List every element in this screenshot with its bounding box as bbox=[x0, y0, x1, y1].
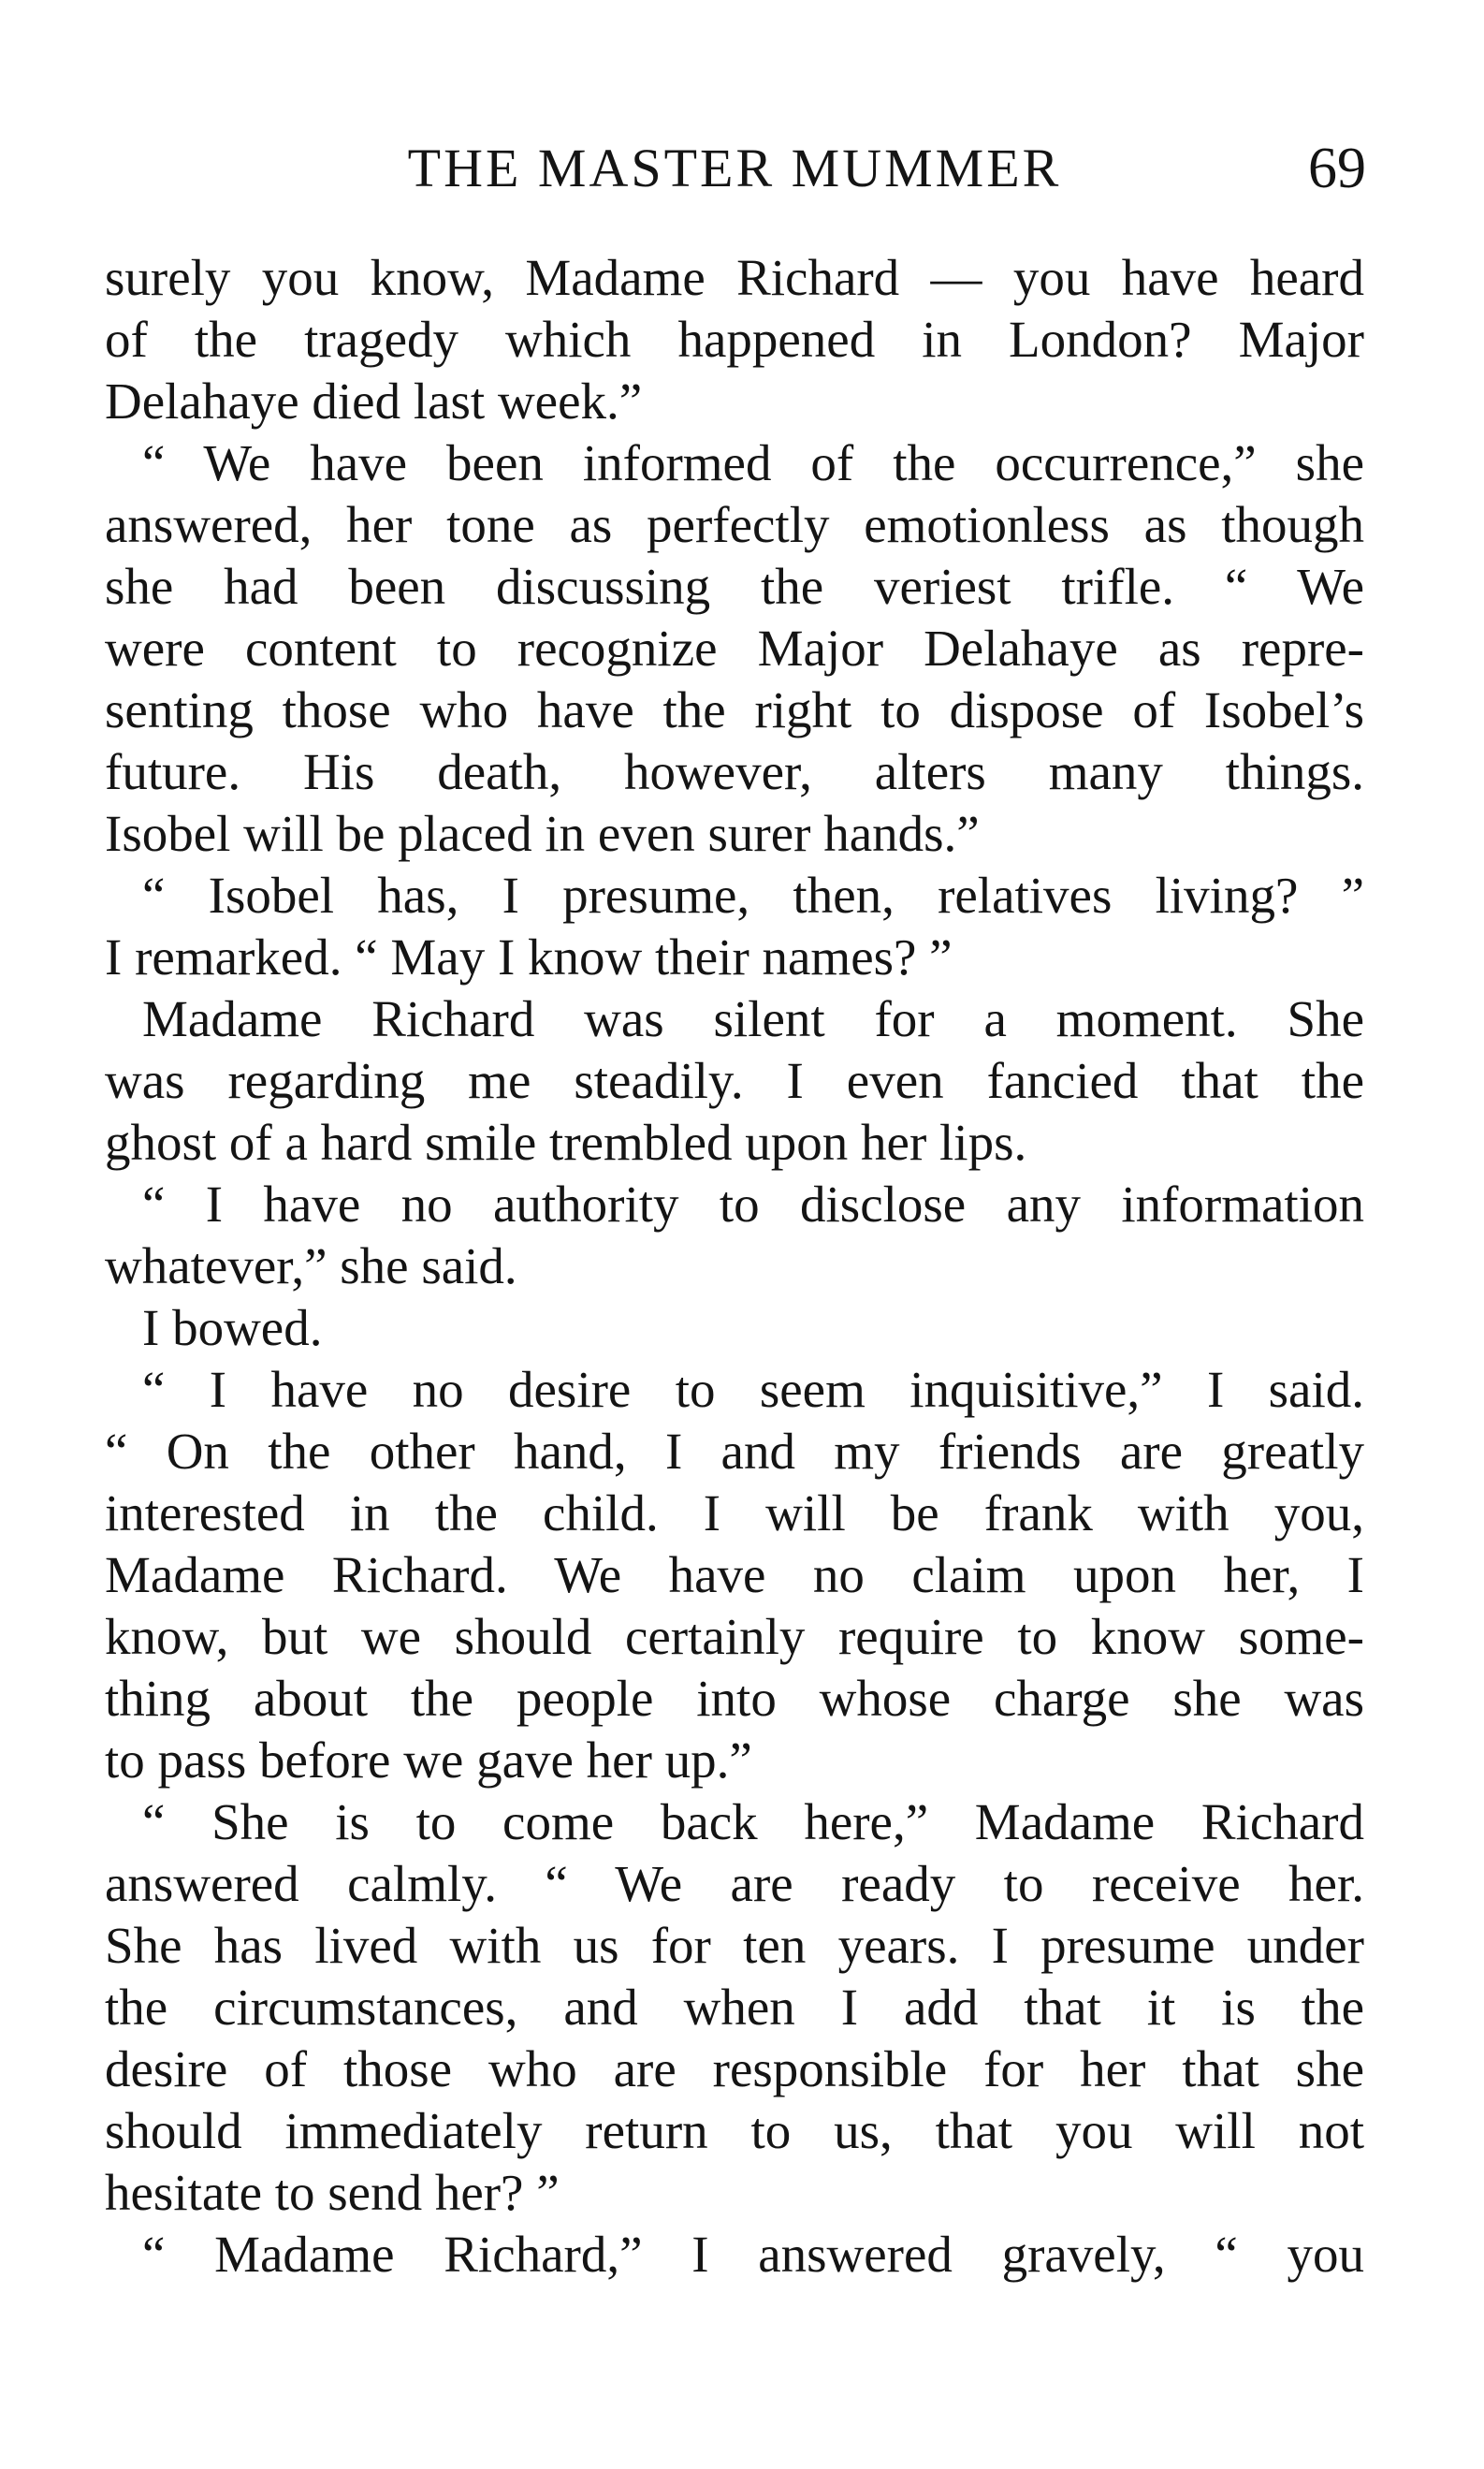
text-line: I bowed. bbox=[142, 1299, 323, 1356]
text-line: hesitate to send her? ” bbox=[105, 2164, 560, 2221]
text-line: “ Isobel has, I presume, then, relatives living? ” bbox=[142, 867, 1364, 924]
page-number: 69 bbox=[1308, 137, 1366, 200]
text-line: thing about the people into whose charge she was bbox=[105, 1670, 1364, 1727]
text-line: surely you know, Madame Richard — you have heard bbox=[105, 249, 1364, 306]
text-line: “ On the other hand, I and my friends are greatly bbox=[105, 1423, 1364, 1480]
text-line: I remarked. “ May I know their names? ” bbox=[105, 928, 953, 986]
text-line: She has lived with us for ten years. I presume under bbox=[105, 1917, 1364, 1974]
text-line: the circumstances, and when I add that it is the bbox=[105, 1979, 1364, 2036]
text-line: “ She is to come back here,” Madame Richard bbox=[142, 1793, 1364, 1850]
text-line: ghost of a hard smile trembled upon her lips. bbox=[105, 1114, 1027, 1171]
text-line: Isobel will be placed in even surer hands.” bbox=[105, 805, 980, 862]
text-line: senting those who have the right to dispose of Isobel’s bbox=[105, 681, 1364, 738]
text-line: “ I have no desire to seem inquisitive,” I said. bbox=[142, 1361, 1364, 1418]
text-line: Madame Richard. We have no claim upon her, I bbox=[105, 1546, 1364, 1603]
text-line: Madame Richard was silent for a moment. She bbox=[142, 990, 1364, 1047]
text-line: answered, her tone as perfectly emotionless as though bbox=[105, 496, 1364, 553]
text-line: to pass before we gave her up.” bbox=[105, 1731, 752, 1789]
text-line: was regarding me steadily. I even fancied that the bbox=[105, 1052, 1364, 1109]
text-line: desire of those who are responsible for her that she bbox=[105, 2040, 1364, 2097]
text-line: know, but we should certainly require to know some- bbox=[105, 1608, 1364, 1665]
text-line: answered calmly. “ We are ready to receive her. bbox=[105, 1855, 1364, 1912]
body-text bbox=[105, 247, 1364, 2286]
text-line: Delahaye died last week.” bbox=[105, 373, 643, 430]
running-title: THE MASTER MUMMER bbox=[407, 138, 1062, 198]
text-line: “ Madame Richard,” I answered gravely, “ you bbox=[142, 2226, 1364, 2283]
text-line: interested in the child. I will be frank with you, bbox=[105, 1484, 1364, 1541]
text-line: she had been discussing the veriest trifle. “ We bbox=[105, 558, 1364, 615]
text-line: “ I have no authority to disclose any information bbox=[142, 1176, 1364, 1233]
text-line: were content to recognize Major Delahaye as repre- bbox=[105, 620, 1364, 677]
text-line: whatever,” she said. bbox=[105, 1237, 517, 1294]
text-line: of the tragedy which happened in London? Major bbox=[105, 311, 1364, 368]
text-line: “ We have been informed of the occurrence,” she bbox=[142, 434, 1364, 491]
text-line: future. His death, however, alters many things. bbox=[105, 743, 1364, 800]
text-line: should immediately return to us, that you will not bbox=[105, 2102, 1364, 2159]
running-head bbox=[103, 131, 1366, 206]
